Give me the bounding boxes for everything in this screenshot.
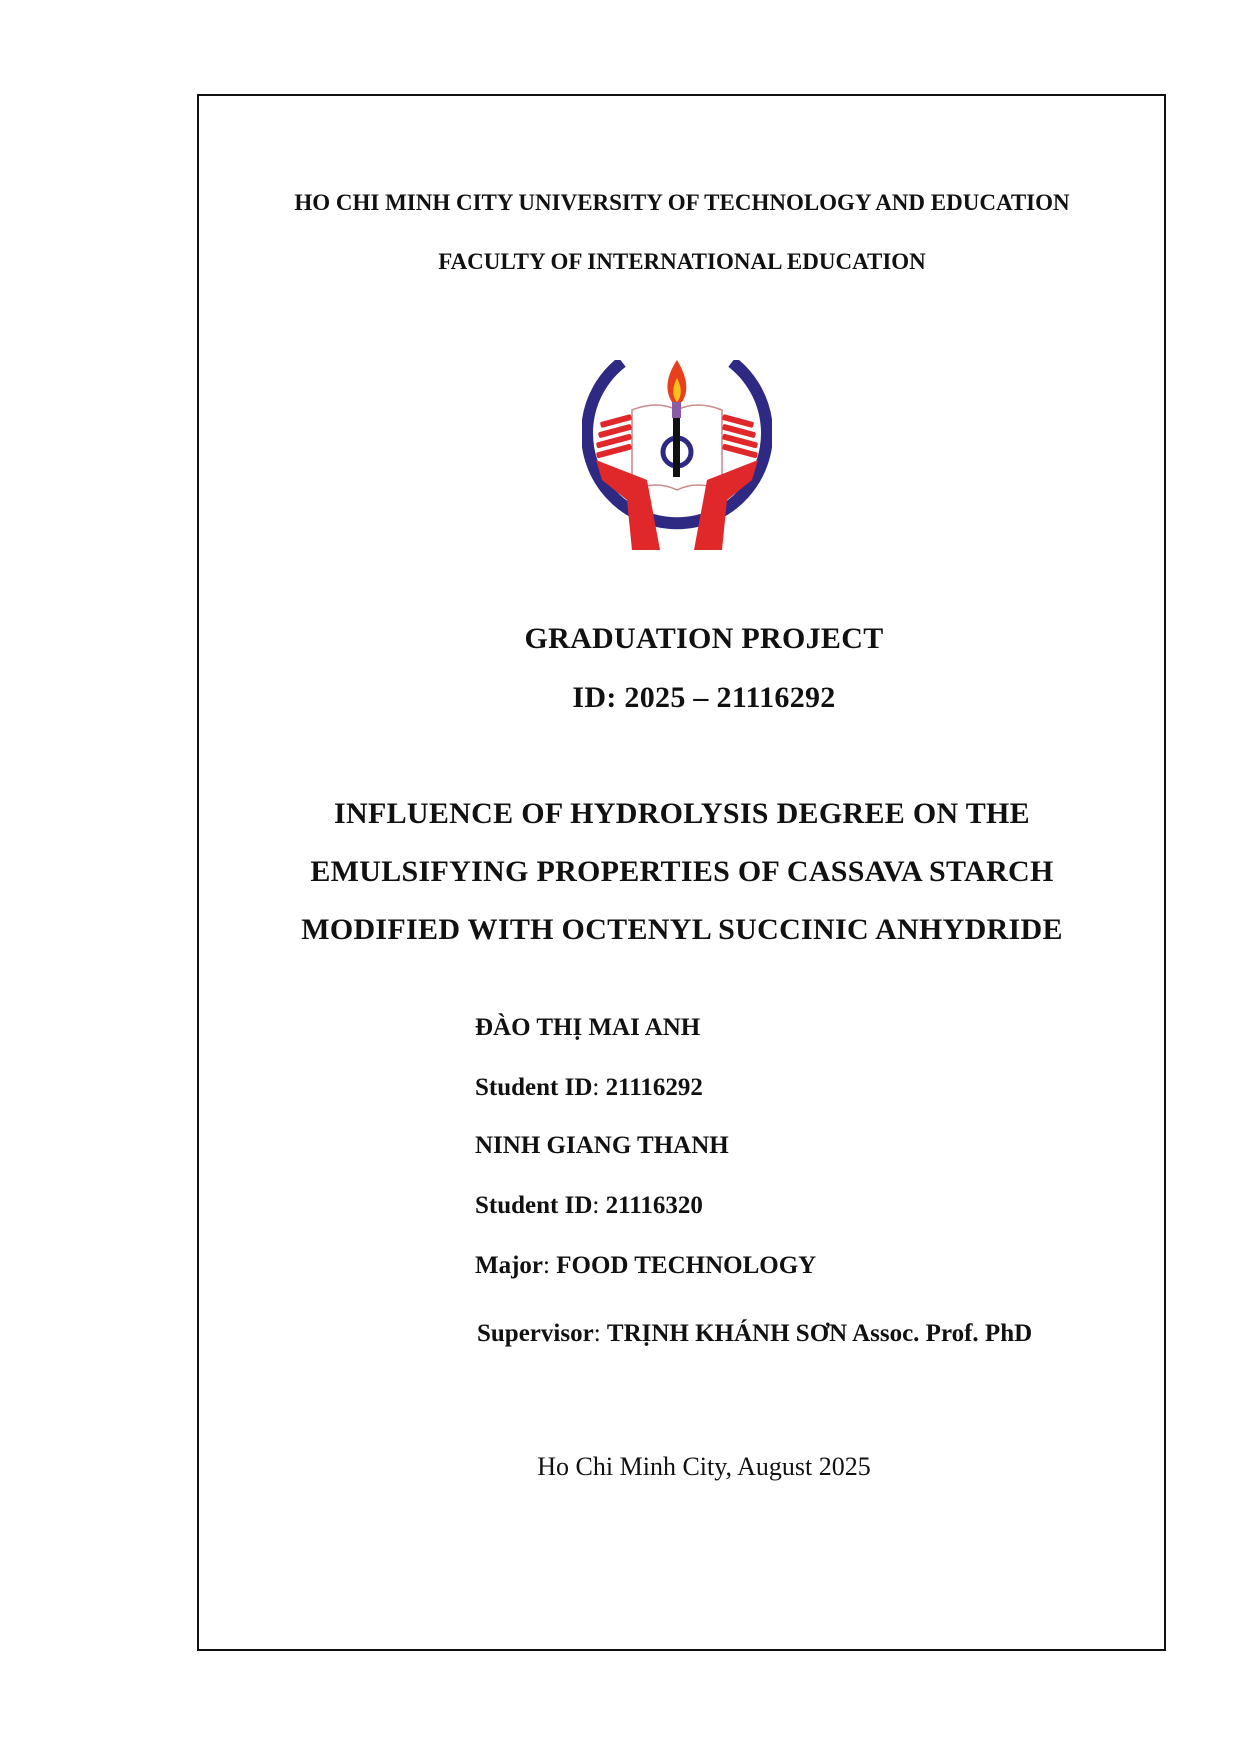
thesis-title-line-1: INFLUENCE OF HYDROLYSIS DEGREE ON THE [334, 797, 1030, 830]
student-2-id: 21116320 [605, 1192, 703, 1219]
thesis-title-line-2: EMULSIFYING PROPERTIES OF CASSAVA STARCH [310, 855, 1054, 888]
student-id-label: Student ID [475, 1074, 593, 1101]
student-2-name: NINH GIANG THANH [475, 1132, 729, 1159]
supervisor-label: Supervisor [477, 1320, 594, 1347]
student-2-id-row: Student ID: 21116320 [475, 1192, 703, 1219]
thesis-title-line-3: MODIFIED WITH OCTENYL SUCCINIC ANHYDRIDE [301, 913, 1063, 946]
faculty-name: FACULTY OF INTERNATIONAL EDUCATION [438, 249, 926, 274]
student-1-id-row: Student ID: 21116292 [475, 1074, 703, 1101]
project-id: ID: 2025 – 21116292 [572, 681, 836, 714]
place-and-date: Ho Chi Minh City, August 2025 [537, 1452, 871, 1481]
student-id-label: Student ID [475, 1192, 593, 1219]
student-1-id: 21116292 [605, 1074, 703, 1101]
supervisor-row: Supervisor: TRỊNH KHÁNH SƠN Assoc. Prof. PhD [477, 1320, 1033, 1347]
major-row: Major: FOOD TECHNOLOGY [475, 1252, 817, 1279]
supervisor-value: TRỊNH KHÁNH SƠN Assoc. Prof. PhD [606, 1320, 1033, 1347]
major-label: Major [475, 1252, 544, 1279]
major-value: FOOD TECHNOLOGY [556, 1252, 817, 1279]
university-name: HO CHI MINH CITY UNIVERSITY OF TECHNOLOGY AND EDUCATION [294, 190, 1070, 215]
university-logo [582, 360, 772, 560]
project-type: GRADUATION PROJECT [524, 622, 884, 655]
student-1-name: ĐÀO THỊ MAI ANH [475, 1014, 701, 1041]
